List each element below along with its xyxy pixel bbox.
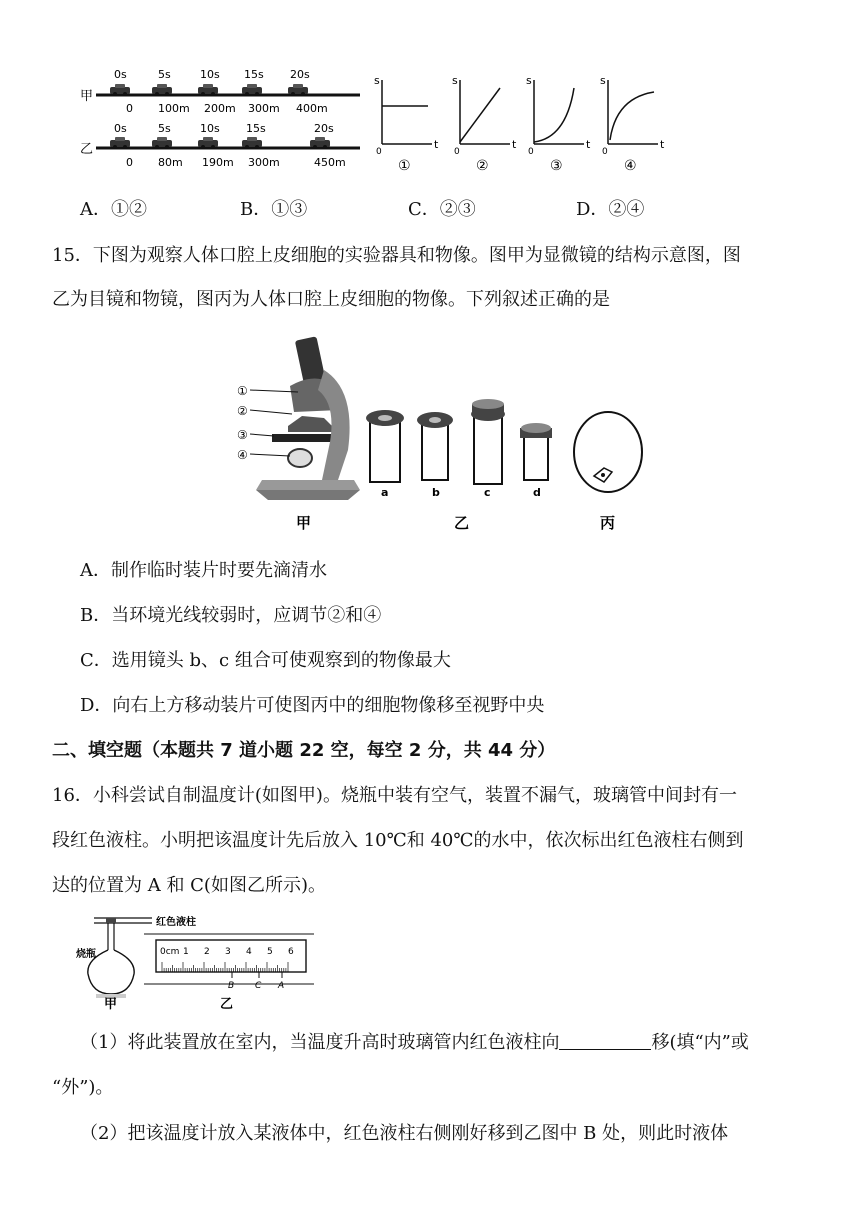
svg-text:10s: 10s bbox=[200, 68, 220, 81]
q16-stem-line3: 达的位置为 A 和 C(如图乙所示)。 bbox=[52, 875, 326, 896]
q14-option-d: D．②④ bbox=[576, 199, 645, 220]
q14-times-yi bbox=[114, 122, 334, 135]
svg-text:乙: 乙 bbox=[220, 997, 234, 1012]
q14-option-b: B．①③ bbox=[240, 199, 308, 220]
flask-label: 烧瓶 bbox=[76, 949, 96, 960]
svg-text:20s: 20s bbox=[290, 68, 310, 81]
q15-option-c: C．选用镜头 b、c 组合可使观察到的物像最大 bbox=[80, 650, 451, 671]
ruler bbox=[144, 934, 314, 984]
svg-text:450m: 450m bbox=[314, 156, 346, 169]
q16-sub1-pre: （1）将此装置放在室内，当温度升高时玻璃管内红色液柱向 bbox=[80, 1032, 560, 1053]
q16-sub1 bbox=[80, 1030, 749, 1056]
svg-text:0s: 0s bbox=[114, 122, 127, 135]
svg-text:0: 0 bbox=[528, 147, 534, 157]
svg-text:0: 0 bbox=[126, 156, 133, 169]
svg-text:20s: 20s bbox=[314, 122, 334, 135]
svg-text:190m: 190m bbox=[202, 156, 234, 169]
svg-text:5: 5 bbox=[267, 947, 273, 957]
view-field bbox=[574, 412, 642, 492]
q16-figure-captions bbox=[104, 997, 233, 1012]
svg-text:乙: 乙 bbox=[454, 514, 470, 532]
svg-text:6: 6 bbox=[288, 947, 294, 957]
svg-text:④: ④ bbox=[237, 448, 248, 462]
svg-text:2: 2 bbox=[204, 947, 210, 957]
q15-figure bbox=[228, 330, 658, 538]
svg-text:5s: 5s bbox=[158, 68, 171, 81]
svg-text:s: s bbox=[600, 74, 606, 87]
svg-text:t: t bbox=[512, 138, 517, 151]
lens-labels bbox=[381, 486, 541, 499]
svg-text:甲: 甲 bbox=[104, 997, 118, 1012]
thermometer-flask bbox=[88, 918, 152, 998]
svg-text:200m: 200m bbox=[204, 102, 236, 115]
svg-text:t: t bbox=[434, 138, 439, 151]
q15-stem-line1: 15．下图为观察人体口腔上皮细胞的实验器具和物像。图甲为显微镜的结构示意图，图 bbox=[52, 245, 741, 266]
mark-a: A bbox=[278, 981, 285, 991]
microscope-drawing bbox=[250, 336, 360, 500]
q16-stem-line1: 16．小科尝试自制温度计(如图甲)。烧瓶中装有空气，装置不漏气，玻璃管中间封有一 bbox=[52, 785, 737, 806]
q16-sub1-line2: “外”)。 bbox=[52, 1077, 114, 1098]
q14-figure bbox=[70, 62, 670, 182]
svg-text:5s: 5s bbox=[158, 122, 171, 135]
svg-text:②: ② bbox=[237, 404, 248, 418]
svg-text:d: d bbox=[533, 486, 541, 499]
q15-option-a: A．制作临时装片时要先滴清水 bbox=[80, 560, 327, 581]
svg-text:4: 4 bbox=[246, 947, 252, 957]
svg-text:s: s bbox=[374, 74, 380, 87]
mark-b: B bbox=[228, 981, 235, 991]
lens-b bbox=[417, 412, 453, 480]
svg-text:100m: 100m bbox=[158, 102, 190, 115]
svg-text:t: t bbox=[660, 138, 665, 151]
svg-text:④: ④ bbox=[624, 158, 637, 174]
q15-stem-line2: 乙为目镜和物镜，图丙为人体口腔上皮细胞的物像。下列叙述正确的是 bbox=[52, 289, 610, 310]
q14-times-jia bbox=[114, 68, 310, 81]
svg-text:③: ③ bbox=[550, 158, 563, 174]
q16-sub1-post: 移(填“内”或 bbox=[651, 1032, 749, 1053]
svg-text:c: c bbox=[484, 486, 491, 499]
liquid-column-label: 红色液柱 bbox=[156, 917, 196, 928]
lens-a bbox=[366, 410, 404, 482]
q14-graph-4 bbox=[600, 74, 665, 174]
svg-text:15s: 15s bbox=[246, 122, 266, 135]
svg-text:s: s bbox=[452, 74, 458, 87]
svg-text:b: b bbox=[432, 486, 440, 499]
q15-figure-captions bbox=[296, 514, 615, 532]
svg-text:3: 3 bbox=[225, 947, 231, 957]
svg-text:①: ① bbox=[398, 158, 411, 174]
lens-c bbox=[471, 399, 505, 484]
svg-text:s: s bbox=[526, 74, 532, 87]
microscope-markers bbox=[237, 384, 248, 462]
svg-text:300m: 300m bbox=[248, 156, 280, 169]
svg-text:③: ③ bbox=[237, 428, 248, 442]
svg-text:0: 0 bbox=[454, 147, 460, 157]
svg-text:0s: 0s bbox=[114, 68, 127, 81]
ruler-marks bbox=[228, 972, 284, 991]
q16-answer-blank[interactable] bbox=[559, 1031, 651, 1050]
lens-d bbox=[520, 423, 552, 480]
q16-stem-line2: 段红色液柱。小明把该温度计先后放入 10℃和 40℃的水中，依次标出红色液柱右侧到 bbox=[52, 830, 744, 851]
q15-option-b: B．当环境光线较弱时，应调节②和④ bbox=[80, 605, 382, 626]
q14-option-c: C．②③ bbox=[408, 199, 476, 220]
q16-figure bbox=[72, 910, 322, 1014]
svg-text:甲: 甲 bbox=[296, 514, 312, 532]
q14-graph-1 bbox=[374, 74, 439, 174]
svg-text:0cm: 0cm bbox=[160, 947, 180, 957]
q14-dists-yi bbox=[126, 156, 346, 169]
svg-text:①: ① bbox=[237, 384, 248, 398]
q14-graph-2 bbox=[452, 74, 517, 174]
svg-text:0: 0 bbox=[376, 147, 382, 157]
q14-row-yi-label: 乙 bbox=[80, 142, 94, 157]
q14-graph-3 bbox=[526, 74, 591, 174]
svg-text:a: a bbox=[381, 486, 389, 499]
svg-text:300m: 300m bbox=[248, 102, 280, 115]
svg-text:1: 1 bbox=[183, 947, 189, 957]
svg-text:②: ② bbox=[476, 158, 489, 174]
q14-dists-jia bbox=[126, 102, 328, 115]
svg-text:400m: 400m bbox=[296, 102, 328, 115]
svg-text:丙: 丙 bbox=[600, 514, 616, 532]
svg-text:0: 0 bbox=[126, 102, 133, 115]
svg-text:80m: 80m bbox=[158, 156, 183, 169]
q14-option-a: A．①② bbox=[80, 199, 147, 220]
section-2-title: 二、填空题（本题共 7 道小题 22 空，每空 2 分，共 44 分） bbox=[52, 740, 556, 761]
svg-text:10s: 10s bbox=[200, 122, 220, 135]
svg-text:t: t bbox=[586, 138, 591, 151]
svg-text:15s: 15s bbox=[244, 68, 264, 81]
q16-sub2: （2）把该温度计放入某液体中，红色液柱右侧刚好移到乙图中 B 处，则此时液体 bbox=[80, 1123, 729, 1144]
q15-option-d: D．向右上方移动装片可使图丙中的细胞物像移至视野中央 bbox=[80, 695, 545, 716]
q14-row-jia-label: 甲 bbox=[80, 89, 94, 104]
svg-text:0: 0 bbox=[602, 147, 608, 157]
mark-c: C bbox=[255, 981, 262, 991]
